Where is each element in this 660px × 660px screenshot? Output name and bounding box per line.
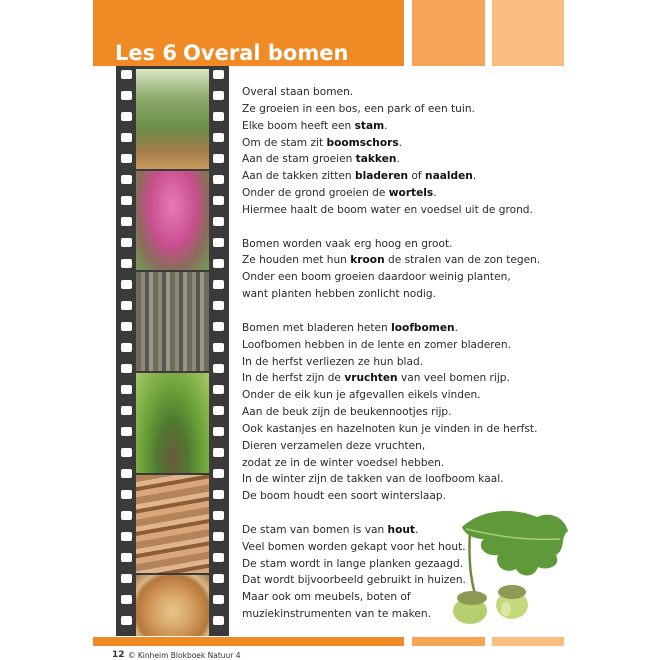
text-segment: De boom houdt een soort winterslaap. bbox=[242, 490, 446, 503]
text-segment: In de winter zijn de takken van de loofboom kaal. bbox=[242, 473, 504, 486]
film-hole bbox=[213, 91, 224, 100]
text-segment: Veel bomen worden gekapt voor het hout. bbox=[242, 540, 466, 553]
text-line bbox=[242, 118, 602, 135]
film-hole bbox=[121, 133, 132, 142]
film-hole bbox=[121, 532, 132, 541]
header-square-1 bbox=[412, 0, 485, 66]
text-segment: Bomen met bladeren heten bbox=[242, 321, 392, 334]
film-hole bbox=[213, 595, 224, 604]
text-segment: Aan de beuk zijn de beukennootjes rijp. bbox=[242, 406, 452, 419]
text-segment: . bbox=[472, 170, 477, 183]
film-hole bbox=[121, 511, 132, 520]
film-hole bbox=[121, 70, 132, 79]
keyword: hout bbox=[387, 523, 415, 536]
copyright-credit: © Kinheim Blokboek Natuur 4 bbox=[128, 651, 241, 660]
film-hole bbox=[121, 553, 132, 562]
text-segment: Elke boom heeft een bbox=[242, 119, 355, 132]
film-hole bbox=[213, 532, 224, 541]
film-hole bbox=[213, 364, 224, 373]
header-square-2 bbox=[492, 0, 564, 66]
film-holes-left bbox=[121, 70, 132, 636]
text-line bbox=[242, 151, 602, 168]
film-hole bbox=[213, 490, 224, 499]
forest-photo bbox=[136, 69, 209, 169]
page-number: 12 bbox=[112, 650, 125, 660]
film-hole bbox=[121, 112, 132, 121]
text-segment: Ook kastanjes en hazelnoten kun je vinden in de herfst. bbox=[242, 422, 538, 435]
text-segment: Dieren verzamelen deze vruchten, bbox=[242, 439, 426, 452]
film-hole bbox=[121, 343, 132, 352]
text-line bbox=[242, 387, 602, 404]
text-segment: De stam van bomen is van bbox=[242, 523, 388, 536]
film-hole bbox=[213, 574, 224, 583]
text-segment: . bbox=[396, 153, 400, 166]
text-line bbox=[242, 185, 602, 202]
film-hole bbox=[213, 448, 224, 457]
film-hole bbox=[121, 259, 132, 268]
text-segment: de stralen van de zon tegen. bbox=[384, 254, 541, 267]
text-segment: Overal staan bomen. bbox=[242, 86, 354, 98]
text-line bbox=[242, 84, 602, 101]
text-segment: Om de stam zit bbox=[242, 136, 327, 149]
text-line bbox=[242, 354, 602, 371]
film-hole bbox=[213, 196, 224, 205]
film-hole bbox=[213, 133, 224, 142]
text-line bbox=[242, 370, 602, 387]
text-segment: . bbox=[398, 136, 403, 149]
film-hole bbox=[121, 301, 132, 310]
text-segment: Onder de grond groeien de bbox=[242, 187, 389, 200]
lesson-title: Overal bomen bbox=[183, 41, 349, 65]
film-hole bbox=[121, 406, 132, 415]
text-line bbox=[242, 101, 602, 118]
text-segment: zodat ze in de winter voedsel hebben. bbox=[242, 456, 445, 469]
text-segment: De stam wordt in lange planken gezaagd. bbox=[242, 557, 464, 570]
keyword: vruchten bbox=[344, 372, 398, 385]
keyword: boomschors bbox=[326, 136, 399, 149]
text-line bbox=[242, 168, 602, 185]
film-hole bbox=[213, 280, 224, 289]
film-hole bbox=[213, 301, 224, 310]
tree-rings-photo bbox=[136, 575, 209, 636]
oak-leaf-acorns-illustration bbox=[442, 505, 572, 635]
film-hole bbox=[121, 616, 132, 625]
text-line bbox=[242, 421, 602, 438]
text-line bbox=[242, 252, 602, 269]
film-hole bbox=[121, 574, 132, 583]
text-segment: . bbox=[454, 321, 458, 334]
text-segment: Ze houden met hun bbox=[242, 254, 351, 267]
text-segment: Aan de stam groeien bbox=[242, 153, 356, 166]
footer-bar bbox=[93, 637, 404, 646]
text-line bbox=[242, 488, 602, 505]
text-segment: Aan de takken zitten bbox=[242, 170, 355, 183]
film-hole bbox=[213, 553, 224, 562]
text-segment: In de herfst verliezen ze hun blad. bbox=[242, 355, 424, 368]
film-hole bbox=[213, 154, 224, 163]
film-hole bbox=[121, 322, 132, 331]
text-segment: . bbox=[414, 523, 419, 536]
text-line bbox=[242, 269, 602, 286]
text-line bbox=[242, 471, 602, 488]
film-hole bbox=[121, 595, 132, 604]
film-hole bbox=[213, 385, 224, 394]
text-segment: In de herfst zijn de bbox=[242, 372, 345, 385]
film-hole bbox=[213, 322, 224, 331]
film-hole bbox=[121, 427, 132, 436]
paragraph-gap bbox=[242, 219, 602, 236]
lesson-number: Les 6 bbox=[115, 41, 178, 65]
text-line bbox=[242, 135, 602, 152]
blossom-tree-photo bbox=[136, 171, 209, 270]
text-segment: Ze groeien in een bos, een park of een tuin. bbox=[242, 102, 475, 115]
text-segment: want planten hebben zonlicht nodig. bbox=[242, 288, 436, 301]
text-segment: of bbox=[408, 170, 426, 183]
keyword: wortels bbox=[388, 187, 434, 200]
footer-square-2 bbox=[492, 637, 564, 646]
film-hole bbox=[213, 112, 224, 121]
film-hole bbox=[121, 154, 132, 163]
wood-planks-photo bbox=[136, 475, 209, 573]
film-hole bbox=[213, 406, 224, 415]
film-strip bbox=[116, 66, 229, 636]
keyword: kroon bbox=[350, 254, 385, 267]
text-line bbox=[242, 337, 602, 354]
keyword: bladeren bbox=[354, 170, 409, 183]
film-hole bbox=[121, 175, 132, 184]
film-hole bbox=[121, 91, 132, 100]
text-segment: Hiermee haalt de boom water en voedsel uit de grond. bbox=[242, 203, 533, 216]
text-line bbox=[242, 455, 602, 472]
page-title bbox=[115, 40, 348, 66]
text-segment: van veel bomen rijp. bbox=[397, 372, 510, 385]
keyword: loofbomen bbox=[391, 321, 455, 334]
text-line bbox=[242, 438, 602, 455]
text-segment: Onder een boom groeien daardoor weinig planten, bbox=[242, 271, 511, 284]
text-line bbox=[242, 202, 602, 219]
film-hole bbox=[121, 238, 132, 247]
film-hole bbox=[213, 70, 224, 79]
keyword: stam bbox=[354, 119, 385, 132]
film-hole bbox=[121, 196, 132, 205]
paragraph-gap bbox=[242, 303, 602, 320]
film-hole bbox=[213, 616, 224, 625]
film-holes-right bbox=[213, 70, 224, 636]
film-hole bbox=[213, 427, 224, 436]
text-line bbox=[242, 320, 602, 337]
film-hole bbox=[213, 469, 224, 478]
film-hole bbox=[121, 490, 132, 499]
film-hole bbox=[213, 259, 224, 268]
text-segment: muziekinstrumenten van te maken. bbox=[242, 608, 431, 621]
text-line bbox=[242, 286, 602, 303]
film-hole bbox=[213, 175, 224, 184]
film-hole bbox=[121, 364, 132, 373]
text-segment: Onder de eik kun je afgevallen eikels vinden. bbox=[242, 389, 481, 402]
film-hole bbox=[121, 448, 132, 457]
text-segment: Dat wordt bijvoorbeeld gebruikt in huizen. bbox=[242, 574, 466, 587]
film-hole bbox=[213, 343, 224, 352]
footer-square-1 bbox=[412, 637, 485, 646]
keyword: takken bbox=[355, 153, 397, 166]
film-hole bbox=[121, 280, 132, 289]
film-hole bbox=[213, 217, 224, 226]
film-hole bbox=[121, 217, 132, 226]
film-hole bbox=[121, 469, 132, 478]
text-segment: . bbox=[433, 187, 437, 200]
tree-canopy-photo bbox=[136, 373, 209, 473]
text-line bbox=[242, 236, 602, 253]
text-segment: . bbox=[384, 119, 388, 132]
film-hole bbox=[213, 511, 224, 520]
film-hole bbox=[121, 385, 132, 394]
keyword: naalden bbox=[425, 170, 473, 183]
text-segment: Loofbomen hebben in de lente en zomer bladeren. bbox=[242, 338, 511, 351]
text-segment: Maar ook om meubels, boten of bbox=[242, 591, 411, 604]
text-segment: Bomen worden vaak erg hoog en groot. bbox=[242, 237, 453, 250]
bark-photo bbox=[136, 272, 209, 371]
text-line bbox=[242, 404, 602, 421]
film-hole bbox=[213, 238, 224, 247]
